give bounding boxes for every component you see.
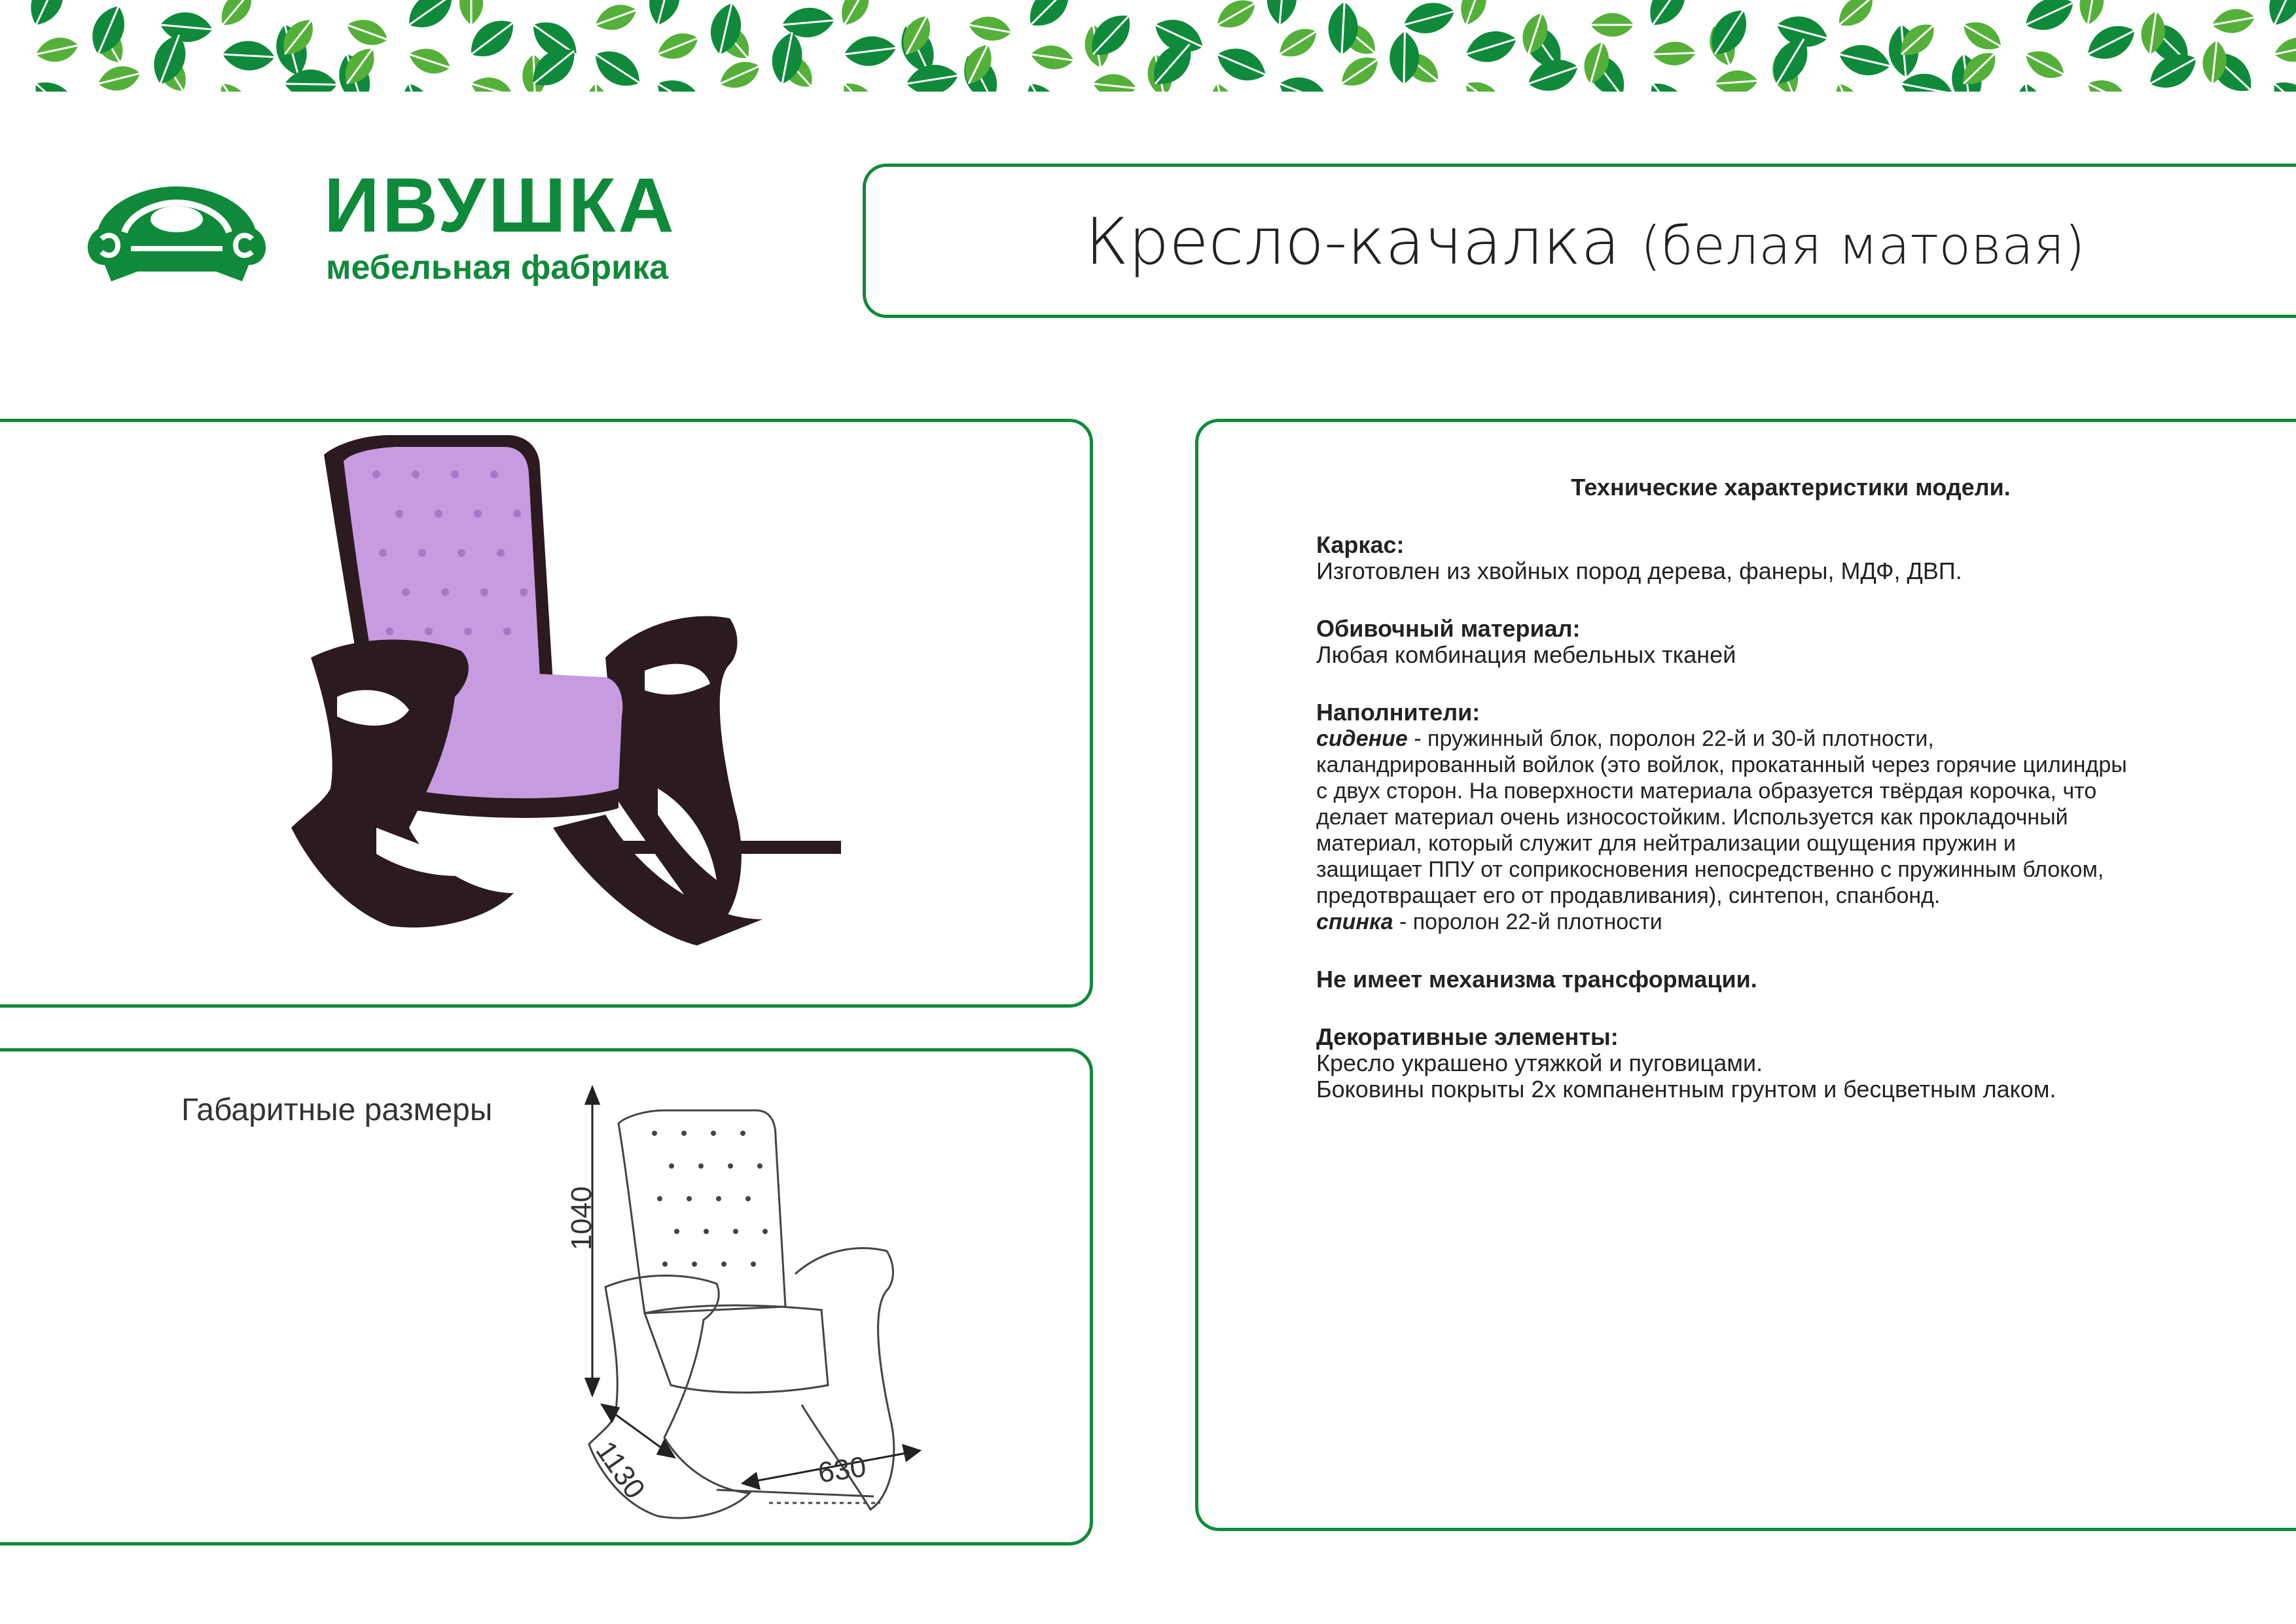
leaf-pattern <box>0 0 2296 92</box>
dimension-height: 1040 <box>565 1186 598 1250</box>
dimension-depth: 1130 <box>589 1435 651 1505</box>
spec-decor-label: Декоративные элементы: <box>1316 1023 1619 1050</box>
spec-seat-line-1 <box>1316 726 2233 752</box>
leaf-pattern-band <box>0 0 2296 92</box>
spec-frame <box>1316 532 2233 584</box>
spec-decor-text-2: Боковины покрыты 2х компанентным грунтом и бесцветным лаком. <box>1316 1076 2056 1103</box>
brand-subtitle: мебельная фабрика <box>326 249 669 287</box>
spec-seat-text-1: - пружинный блок, поролон 22-й и 30-й плотности, <box>1407 726 1934 751</box>
spec-seat-label: сидение <box>1316 726 1408 751</box>
spec-fillers <box>1316 699 2233 935</box>
spec-upholstery-label: Обивочный материал: <box>1316 615 1581 642</box>
spec-upholstery <box>1316 616 2233 668</box>
spec-seat-text-6: защищает ППУ от соприкосновения непосредственно с пружинным блоком, <box>1316 857 2104 882</box>
spec-seat-text-4: делает материал очень износостойким. Используется как прокладочный <box>1316 805 2068 830</box>
spec-mechanism <box>1316 966 2233 993</box>
spec-decor <box>1316 1024 2233 1103</box>
spec-mechanism-text: Не имеет механизма трансформации. <box>1316 966 1757 993</box>
brand-name: ИВУШКА <box>324 162 677 249</box>
spec-seat-text-3: с двух сторон. На поверхности материала образуется твёрдая корочка, что <box>1316 779 2097 803</box>
product-title-variant: (белая матовая) <box>1640 215 2085 276</box>
chair-photo <box>278 422 933 998</box>
spec-back-label: спинка <box>1316 909 1393 934</box>
spec-decor-text-1: Кресло украшено утяжкой и пуговицами. <box>1316 1050 1763 1076</box>
spec-seat-text-7: предотвращает его от продавливания), синтепон, спанбонд. <box>1316 883 1941 908</box>
product-title-box <box>863 164 2296 318</box>
spec-frame-text: Изготовлен из хвойных пород дерева, фанеры, МДФ, ДВП. <box>1316 557 1962 584</box>
specs-panel <box>1195 419 2296 1531</box>
brand-logo <box>79 162 733 298</box>
product-title <box>1085 205 2085 279</box>
spec-frame-label: Каркас: <box>1316 531 1405 558</box>
spec-back-text: - поролон 22-й плотности <box>1393 909 1662 934</box>
spec-seat-text-2: каландрированный войлок (это войлок, прокатанный через горячие цилиндры <box>1316 752 2127 777</box>
spec-upholstery-text: Любая комбинация мебельных тканей <box>1316 641 1736 668</box>
product-photo-panel <box>0 419 1093 1008</box>
specs-content <box>1316 474 2233 1134</box>
dimension-width: 630 <box>816 1451 869 1489</box>
dimensions-panel <box>0 1048 1093 1545</box>
sofa-logo-icon <box>79 167 275 298</box>
spec-back-line <box>1316 909 2233 935</box>
spec-seat-text-5: материал, который служит для нейтрализации ощущения пружин и <box>1316 831 2016 856</box>
product-title-main: Кресло-качалка <box>1085 205 1621 279</box>
specs-heading: Технические характеристики модели. <box>1571 474 2011 501</box>
spec-fillers-label: Наполнители: <box>1316 699 1480 726</box>
dimensions-heading: Габаритные размеры <box>181 1093 493 1127</box>
